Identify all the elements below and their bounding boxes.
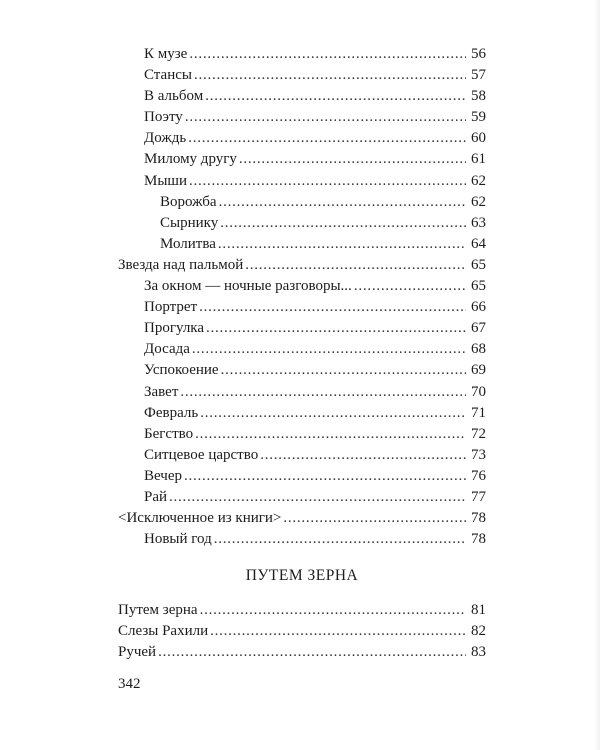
toc-entry	[118, 445, 486, 466]
toc-entry-title: Ситцевое царство	[144, 446, 259, 463]
toc-entry	[118, 149, 486, 170]
toc-entry	[118, 255, 486, 276]
dot-leader	[158, 642, 466, 663]
dot-leader	[245, 255, 466, 276]
toc-entry	[118, 86, 486, 107]
toc-entry	[118, 171, 486, 192]
toc-entry	[118, 276, 486, 297]
toc-entry-page: 78	[471, 531, 486, 548]
toc-entry-title: Февраль	[144, 404, 199, 421]
toc-entry	[118, 600, 486, 621]
toc-entry	[118, 487, 486, 508]
toc-entry-title: Ручей	[118, 644, 157, 661]
toc-entry-page: 62	[471, 172, 486, 189]
page-inner-edge	[594, 0, 600, 750]
dot-leader	[185, 107, 466, 128]
toc-entry-page: 62	[471, 193, 486, 210]
toc-entry-page: 65	[471, 278, 486, 295]
dot-leader	[200, 600, 466, 621]
toc-entry-title: Портрет	[144, 299, 198, 316]
toc-entry-title: К музе	[144, 46, 188, 62]
dot-leader	[221, 360, 466, 381]
toc-entry-page: 71	[471, 404, 486, 421]
dot-leader	[189, 44, 466, 65]
toc-entry	[118, 213, 486, 234]
toc-entry-page: 82	[471, 623, 486, 640]
dot-leader	[218, 234, 466, 255]
toc-entry-title: Путем зерна	[118, 602, 198, 619]
dot-leader	[192, 339, 466, 360]
toc-entry-title: Звезда над пальмой	[118, 256, 244, 273]
toc-entry	[118, 44, 486, 65]
toc-entry-page: 56	[471, 46, 486, 62]
dot-leader	[354, 276, 466, 297]
page-number: 342	[118, 676, 141, 692]
toc-entry-title: Успокоение	[144, 362, 219, 379]
toc-entry-page: 65	[471, 256, 486, 273]
toc-entry-title: Новый год	[144, 531, 212, 548]
toc-entry-page: 83	[471, 644, 486, 661]
toc-entry-title: Молитва	[160, 235, 216, 252]
toc-entry-page: 81	[471, 602, 486, 619]
dot-leader	[220, 213, 466, 234]
toc-entry	[118, 128, 486, 149]
toc-entry-page: 61	[471, 151, 486, 168]
dot-leader	[180, 382, 466, 403]
toc-entry-title: Поэту	[144, 109, 183, 126]
toc-entry-title: Слезы Рахили	[118, 623, 209, 640]
toc-entry	[118, 508, 486, 529]
toc-entry-title: Завет	[144, 383, 179, 400]
toc-entry	[118, 424, 486, 445]
toc-entry	[118, 642, 486, 663]
section-heading: ПУТЕМ ЗЕРНА	[245, 567, 359, 585]
toc-entry-title: Мыши	[144, 172, 187, 189]
toc-entry	[118, 466, 486, 487]
toc-entry-page: 66	[471, 299, 486, 316]
toc-entry-title: Досада	[144, 341, 190, 358]
toc-entry-page: 64	[471, 235, 486, 252]
toc-entry	[118, 403, 486, 424]
toc-entry-page: 63	[471, 214, 486, 231]
toc-entry-title: <Исключенное из книги>	[118, 510, 282, 527]
dot-leader	[206, 318, 466, 339]
dot-leader	[219, 192, 466, 213]
toc-entry-page: 60	[471, 130, 486, 147]
toc-entry	[118, 65, 486, 86]
toc-entry-title: Прогулка	[144, 320, 205, 337]
dot-leader	[205, 86, 466, 107]
toc-entry-page: 69	[471, 362, 486, 379]
toc-entry-page: 73	[471, 446, 486, 463]
toc-entry-page: 77	[471, 488, 486, 505]
toc-entry	[118, 318, 486, 339]
toc-entry-title: Ворожба	[160, 193, 217, 210]
toc-entry	[118, 529, 486, 550]
dot-leader	[189, 171, 466, 192]
toc-entry-page: 72	[471, 425, 486, 442]
toc-entry-page: 68	[471, 341, 486, 358]
dot-leader	[210, 621, 466, 642]
toc-entry	[118, 297, 486, 318]
dot-leader	[188, 128, 466, 149]
toc-entry	[118, 192, 486, 213]
toc-entry	[118, 107, 486, 128]
toc-entry-title: Дождь	[144, 130, 187, 147]
toc-entry	[118, 360, 486, 381]
toc-entry-page: 67	[471, 320, 486, 337]
toc-entry-title: Рай	[144, 488, 168, 505]
toc-entry-title: В альбом	[144, 88, 204, 105]
dot-leader	[200, 403, 466, 424]
dot-leader	[283, 508, 466, 529]
dot-leader	[214, 529, 466, 550]
toc-entry-title: Сырнику	[160, 214, 219, 231]
dot-leader	[260, 445, 466, 466]
dot-leader	[184, 466, 466, 487]
dot-leader	[195, 424, 466, 445]
toc-entry-page: 78	[471, 510, 486, 527]
dot-leader	[194, 65, 466, 86]
toc-entry-title: Вечер	[144, 467, 182, 484]
toc-entry-title: Бегство	[144, 425, 194, 442]
toc-entry-page: 76	[471, 467, 486, 484]
dot-leader	[239, 149, 466, 170]
table-of-contents	[118, 44, 486, 664]
dot-leader	[199, 297, 466, 318]
toc-entry-title: За окном — ночные разговоры...	[144, 278, 352, 295]
toc-section-1	[118, 44, 486, 550]
toc-entry-title: Милому другу	[144, 151, 237, 168]
toc-entry	[118, 234, 486, 255]
toc-entry	[118, 339, 486, 360]
toc-entry-page: 70	[471, 383, 486, 400]
toc-section-2	[118, 600, 486, 663]
toc-entry-page: 57	[471, 67, 486, 84]
toc-entry	[118, 621, 486, 642]
toc-entry	[118, 382, 486, 403]
dot-leader	[169, 487, 466, 508]
toc-entry-title: Стансы	[144, 67, 192, 84]
toc-entry-page: 59	[471, 109, 486, 126]
toc-entry-page: 58	[471, 88, 486, 105]
